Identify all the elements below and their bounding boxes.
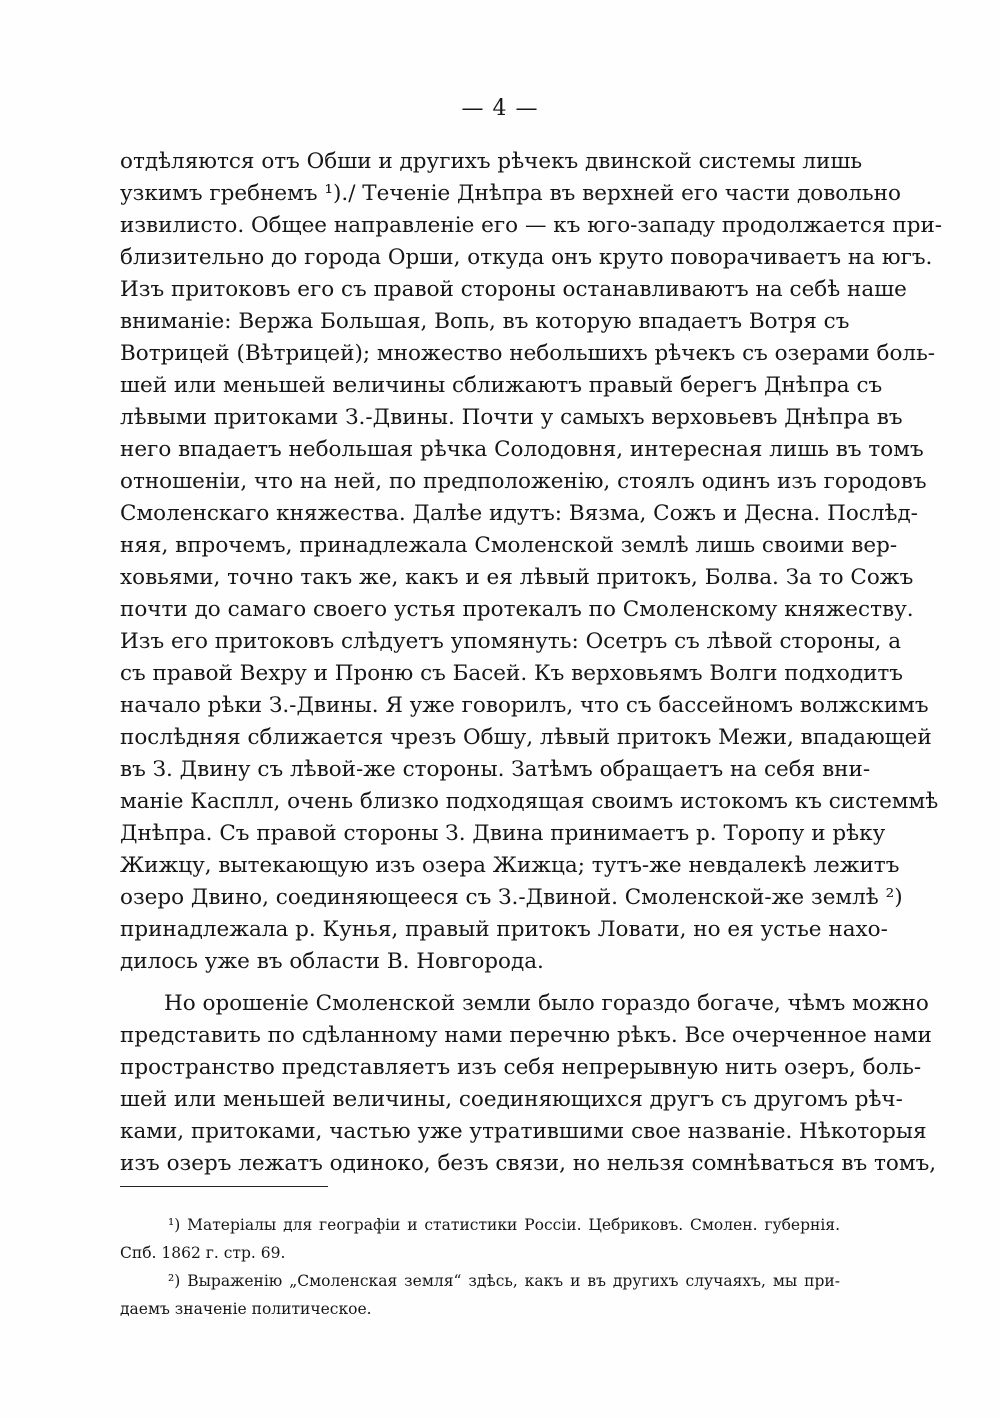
footnote-2-line: ²) Выраженію „Смоленская земля“ здѣсь, какъ и въ другихъ случаяхъ, мы при- — [168, 1272, 840, 1290]
paragraph-1-line: отдѣляются отъ Обши и другихъ рѣчекъ двинской системы лишь — [120, 149, 863, 174]
paragraph-1-line: Изъ его притоковъ слѣдуетъ упомянуть: Осетръ съ лѣвой стороны, а — [120, 629, 902, 654]
paragraph-2-line: представить по сдѣланному нами перечню рѣкъ. Все очерченное нами — [120, 1023, 932, 1048]
paragraph-1-line: Смоленскаго княжества. Далѣе идутъ: Вязма, Сожъ и Десна. Послѣд- — [120, 501, 918, 526]
paragraph-2-line: изъ озеръ лежатъ одиноко, безъ связи, но нельзя сомнѣваться въ томъ, — [120, 1151, 937, 1176]
paragraph-1-line: маніе Касплл, очень близко подходящая своимъ истокомъ къ системмѣ — [120, 789, 939, 814]
footnote-divider — [120, 1186, 328, 1187]
footnote-2-line: даемъ значеніе политическое. — [120, 1300, 372, 1318]
paragraph-2-line: Но орошеніе Смоленской земли было гораздо богаче, чѣмъ можно — [164, 991, 929, 1016]
paragraph-1-line: дилось уже въ области В. Новгорода. — [120, 949, 544, 974]
paragraph-1-line: ховьями, точно такъ же, какъ и ея лѣвый притокъ, Болва. За то Сожъ — [120, 565, 914, 590]
paragraph-1-line: вниманіе: Вержа Большая, Вопь, въ которую впадаетъ Вотря съ — [120, 309, 850, 334]
paragraph-1-line: шей или меньшей величины сближаютъ правый берегъ Днѣпра съ — [120, 373, 883, 398]
paragraph-1-line: няя, впрочемъ, принадлежала Смоленской землѣ лишь своими вер- — [120, 533, 898, 558]
page-number: — 4 — — [461, 96, 539, 121]
paragraph-1-line: почти до самаго своего устья протекалъ по Смоленскому княжеству. — [120, 597, 914, 622]
footnote-1-line: Спб. 1862 г. стр. 69. — [120, 1244, 286, 1262]
paragraph-1-line: извилисто. Общее направленіе его — къ юго-западу продолжается при- — [120, 213, 943, 238]
footnote-1-line: ¹) Матеріалы для географіи и статистики Россіи. Цебриковъ. Смолен. губернія. — [168, 1216, 840, 1234]
paragraph-1-line: Вотрицей (Вѣтрицей); множество небольшихъ рѣчекъ съ озерами боль- — [120, 341, 936, 366]
paragraph-1-line: Днѣпра. Съ правой стороны З. Двина принимаетъ р. Торопу и рѣку — [120, 821, 886, 846]
paragraph-1-line: отношеніи, что на ней, по предположенію, стоялъ одинъ изъ городовъ — [120, 469, 927, 494]
paragraph-1-line: послѣдняя сближается чрезъ Обшу, лѣвый притокъ Межи, впадающей — [120, 725, 932, 750]
paragraph-1-line: начало рѣки З.-Двины. Я уже говорилъ, что съ бассейномъ волжскимъ — [120, 693, 929, 718]
paragraph-2-line: ками, притоками, частью уже утратившими свое названіе. Нѣкоторыя — [120, 1119, 927, 1144]
paragraph-1-line: принадлежала р. Кунья, правый притокъ Ловати, но ея устье нахо- — [120, 917, 888, 942]
paragraph-1-line: лѣвыми притоками З.-Двины. Почти у самыхъ верховьевъ Днѣпра въ — [120, 405, 903, 430]
body-text — [120, 146, 943, 1180]
paragraph-1-line: него впадаетъ небольшая рѣчка Солодовня, интересная лишь въ томъ — [120, 437, 924, 462]
paragraph-2-line: шей или меньшей величины, соединяющихся другъ съ другомъ рѣч- — [120, 1087, 903, 1112]
paragraph-1-line: съ правой Вехру и Проню съ Басей. Къ верховьямъ Волги подходитъ — [120, 661, 903, 686]
paragraph-1-line: Жижцу, вытекающую изъ озера Жижца; тутъ-же невдалекѣ лежитъ — [120, 853, 900, 878]
paragraph-2-line: пространство представляетъ изъ себя непрерывную нить озеръ, боль- — [120, 1055, 922, 1080]
paragraph-1-line: близительно до города Орши, откуда онъ круто поворачиваетъ на югъ. — [120, 245, 933, 270]
paragraph-1-line: Изъ притоковъ его съ правой стороны останавливаютъ на себѣ наше — [120, 277, 907, 302]
paragraph-1-line: озеро Двино, соединяющееся съ З.-Двиной. Смоленской-же землѣ ²) — [120, 885, 903, 910]
paragraph-1-line: узкимъ гребнемъ ¹)./ Теченіе Днѣпра въ верхней его части довольно — [120, 181, 901, 206]
paragraph-1-line: въ З. Двину съ лѣвой-же стороны. Затѣмъ обращаетъ на себя вни- — [120, 757, 871, 782]
footnotes — [120, 1211, 840, 1323]
paragraph-gap — [120, 978, 840, 988]
